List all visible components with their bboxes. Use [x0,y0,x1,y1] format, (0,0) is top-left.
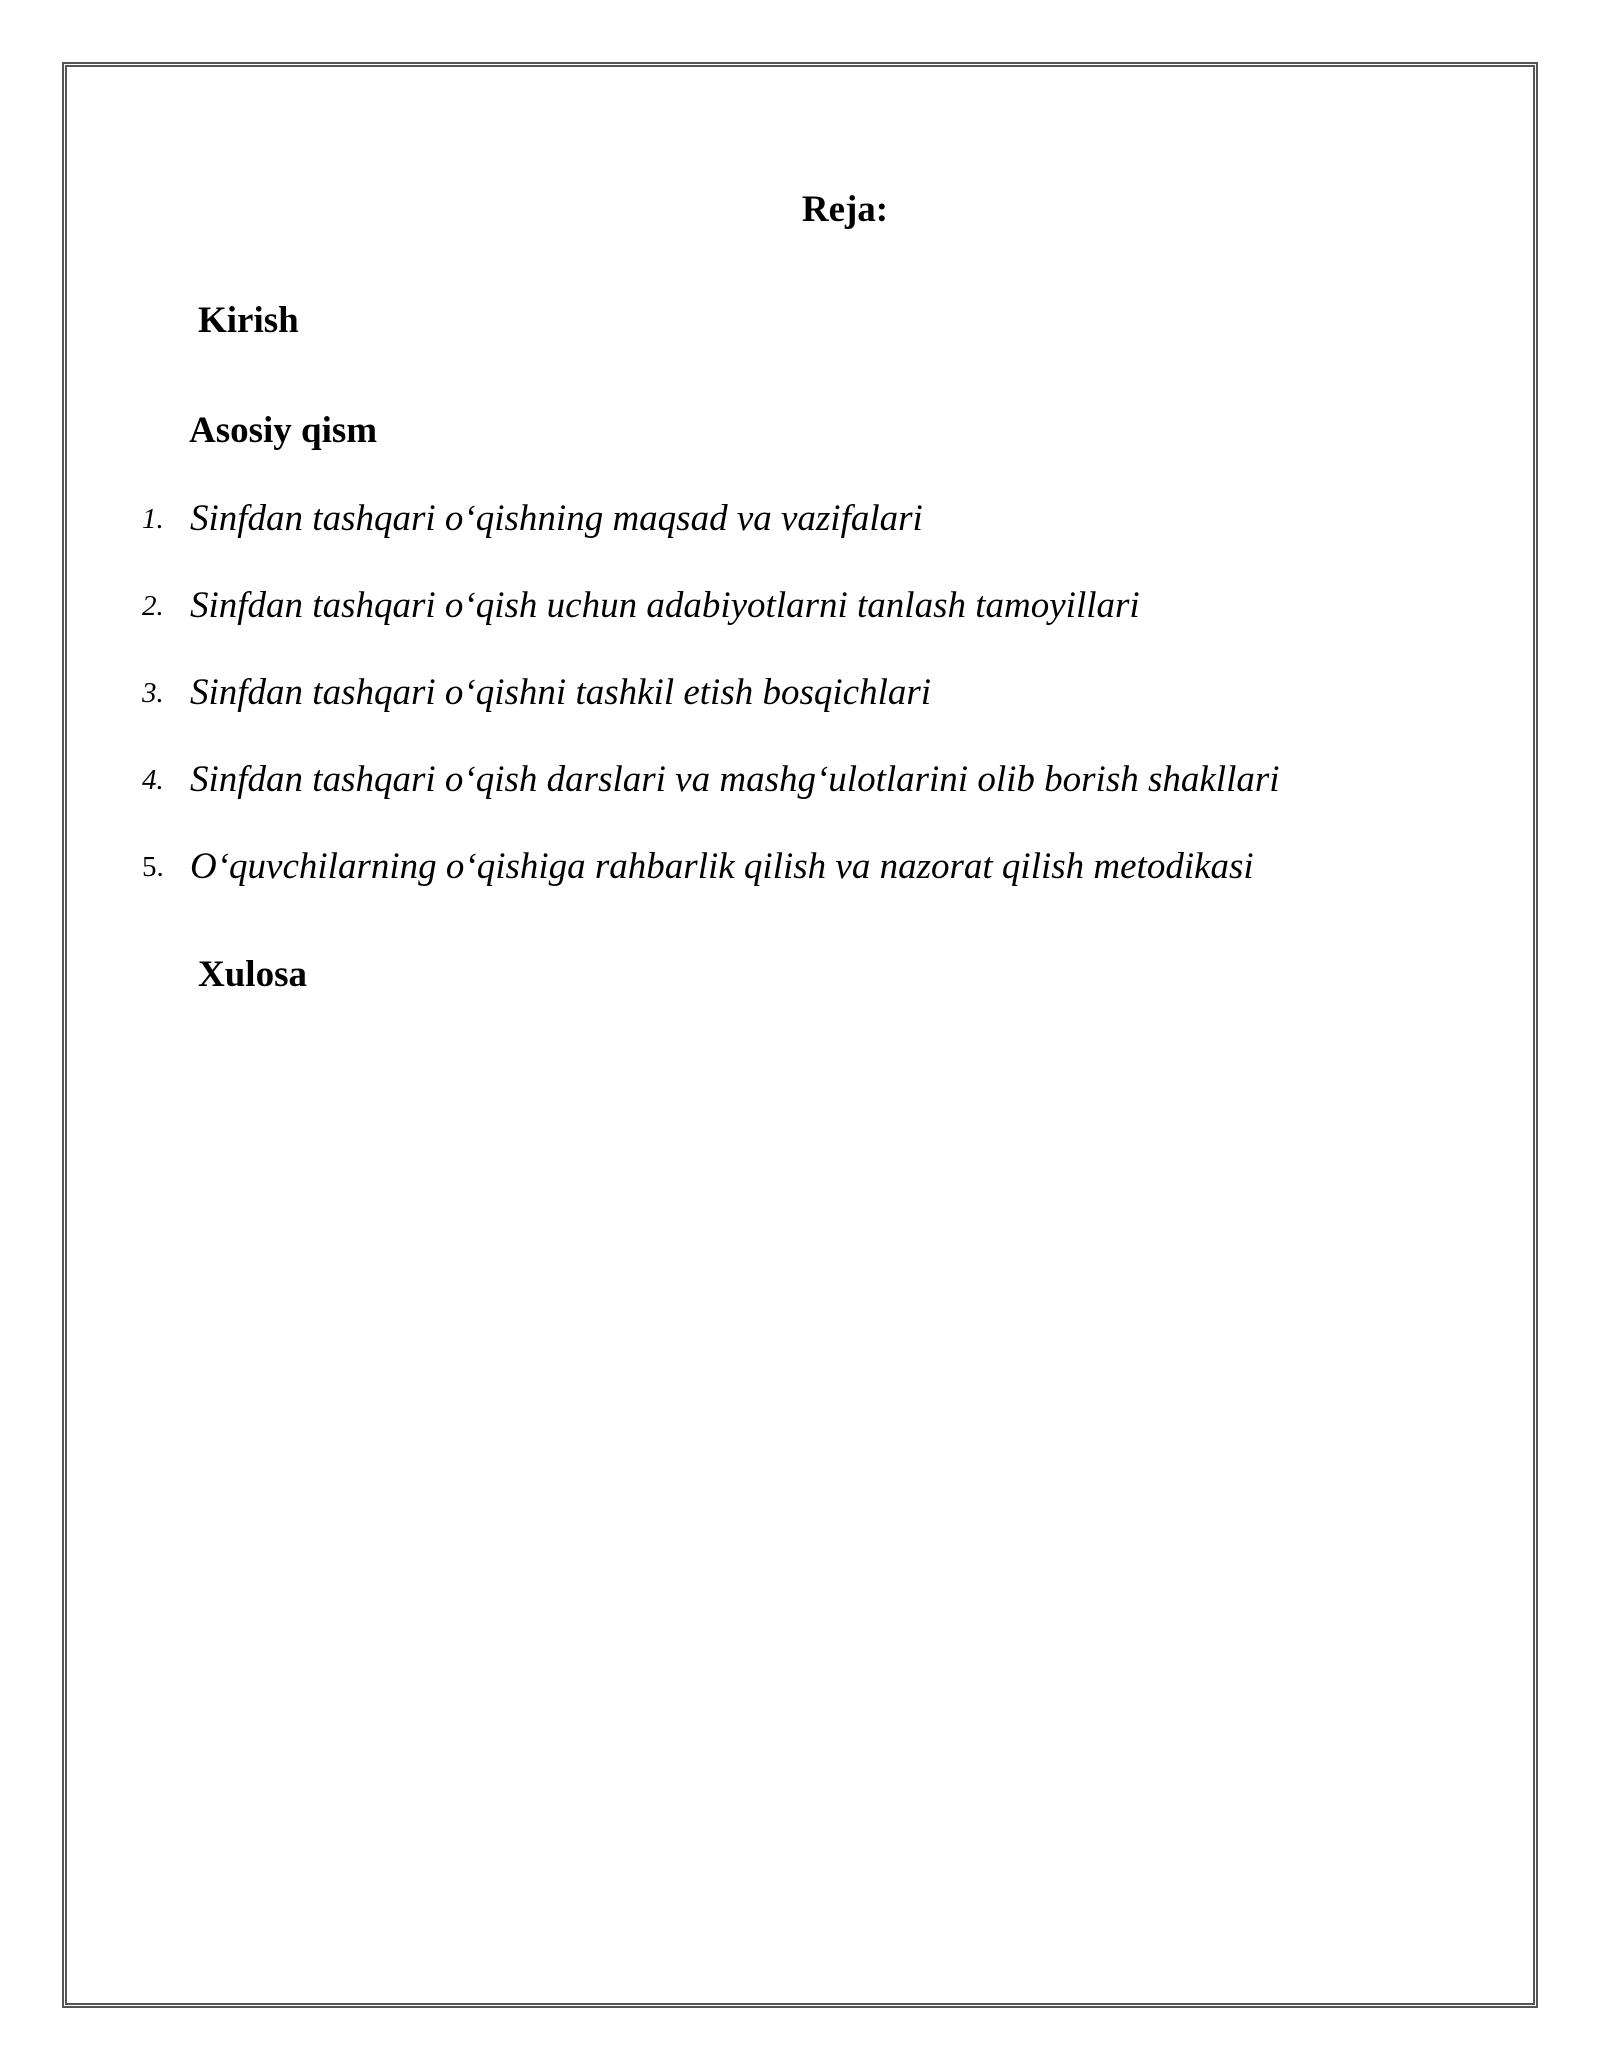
main-part-heading: Asosiy qism [189,410,378,451]
list-item-text: O‘quvchilarning o‘qishiga rahbarlik qilish va nazorat qilish metodikasi [190,846,1254,887]
list-item-number: 4. [142,764,164,796]
list-item-text: Sinfdan tashqari o‘qishning maqsad va vazifalari [190,498,923,539]
intro-heading: Kirish [198,300,299,341]
page-title: Reja: [801,189,889,230]
list-item-number: 2. [142,590,164,622]
list-item-number: 1. [142,503,164,535]
list-item-number: 5. [142,851,164,883]
conclusion-heading: Xulosa [198,954,307,995]
list-item-number: 3. [142,677,164,709]
page-border [62,62,1538,2008]
list-item-text: Sinfdan tashqari o‘qish uchun adabiyotlarni tanlash tamoyillari [190,585,1140,626]
list-item-text: Sinfdan tashqari o‘qishni tashkil etish bosqichlari [190,672,932,713]
list-item-text: Sinfdan tashqari o‘qish darslari va mashg‘ulotlarini olib borish shakllari [190,759,1280,800]
